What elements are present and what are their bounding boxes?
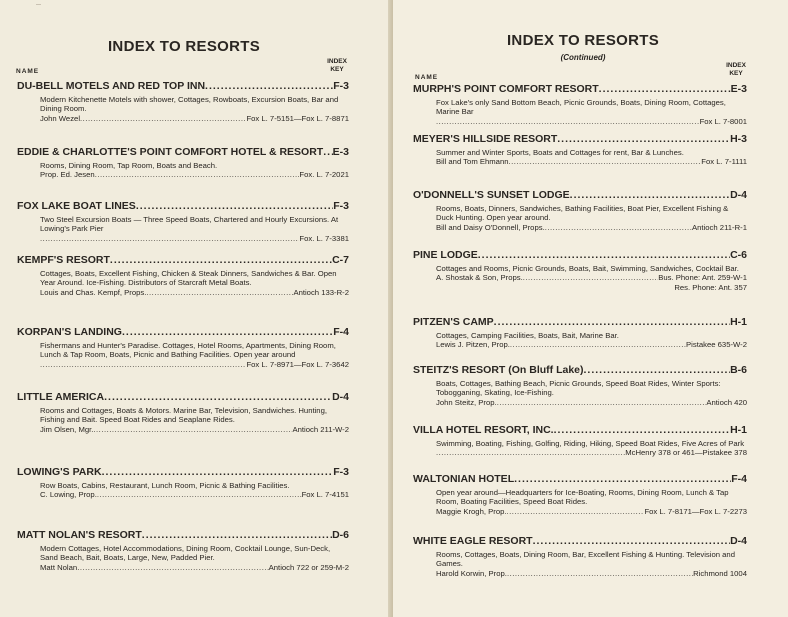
resort-entry — [17, 529, 349, 572]
resort-contact: Maggie Krogh, Prop. — [436, 506, 507, 516]
resort-phone: Fox L. 7-8171—Fox L. 7-2273 — [644, 506, 747, 516]
dot-leader — [146, 288, 293, 298]
index-key: E-3 — [730, 83, 747, 95]
page-subtitle: (Continued) — [560, 53, 606, 62]
resort-description: Summer and Winter Sports, Boats and Cottages for rent, Bar & Lunches. — [436, 148, 684, 157]
resort-entry — [17, 200, 349, 243]
resort-entry — [17, 80, 349, 123]
resort-contact-line — [40, 563, 349, 573]
resort-name: FOX LAKE BOAT LINES — [17, 200, 136, 212]
page-title: INDEX TO RESORTS — [506, 32, 660, 49]
resort-name: STEITZ'S RESORT (On Bluff Lake) — [413, 364, 584, 376]
resort-description: Fishermans and Hunter's Paradise. Cottages, Hotel Rooms, Apartments, Dining Room, Lunch & Tap Room, Boats, Picnic and Bathing Facilities. Open year around — [40, 341, 336, 360]
resort-description: Row Boats, Cabins, Restaurant, Lunch Room, Picnic & Bathing Facilities. — [40, 481, 290, 490]
index-key: H-1 — [730, 424, 747, 436]
resort-contact: Bill and Tom Ehmann — [436, 157, 509, 167]
resort-contact: A. Shostak & Son, Props. — [436, 273, 523, 283]
index-key: D-4 — [332, 391, 349, 403]
name-column-header: NAME — [415, 74, 439, 81]
resort-heading — [413, 316, 747, 328]
resort-phone: Pistakee 635-W-2 — [686, 340, 747, 350]
resort-heading — [413, 83, 747, 95]
resort-contact-line — [40, 490, 349, 500]
resort-contact-line — [436, 340, 747, 350]
dot-leader — [77, 563, 268, 573]
dot-leader — [122, 326, 333, 338]
resort-entry — [413, 424, 747, 458]
index-key: C-6 — [730, 249, 747, 261]
resort-contact-line — [40, 360, 349, 370]
left-page — [0, 0, 393, 617]
dot-leader — [142, 529, 332, 541]
dot-leader — [599, 83, 731, 95]
resort-name: VILLA HOTEL RESORT, INC. — [413, 424, 554, 436]
resort-name: EDDIE & CHARLOTTE'S POINT COMFORT HOTEL & RESORT — [17, 146, 324, 158]
dot-leader — [40, 360, 246, 370]
resort-description: Modern Kitchenette Motels with shower, Cottages, Rowboats, Excursion Boats, Bar and Dining Room. — [40, 95, 339, 114]
resort-phone: Richmond 1004 — [693, 568, 747, 578]
resort-heading — [413, 249, 747, 261]
index-key: H-3 — [730, 133, 747, 145]
resort-heading — [17, 80, 349, 92]
dot-leader — [533, 535, 730, 547]
dot-leader — [545, 223, 692, 233]
resort-entry — [413, 316, 747, 350]
dot-leader — [205, 80, 333, 92]
resort-heading — [17, 254, 349, 266]
index-key: F-3 — [333, 80, 349, 92]
dot-leader — [110, 254, 332, 266]
resort-contact: Jim Olsen, Mgr. — [40, 424, 94, 434]
resort-heading — [17, 391, 349, 403]
resort-contact-line — [436, 569, 747, 579]
resort-heading — [17, 200, 349, 212]
resort-phone: Fox L. 7-4151 — [301, 490, 349, 500]
dot-leader — [570, 189, 730, 201]
resort-entry — [413, 83, 747, 126]
resort-entry — [413, 189, 747, 232]
resort-name: O'DONNELL'S SUNSET LODGE — [413, 189, 570, 201]
resort-phone: Fox L. 7-1111 — [701, 157, 747, 167]
resort-contact-line — [436, 507, 747, 517]
resort-description: Rooms, Boats, Dinners, Sandwiches, Bathing Facilities, Boat Pier, Excellent Fishing & Duck Hunting. Open year around. — [436, 204, 729, 223]
dot-leader — [436, 117, 700, 127]
dot-leader — [507, 507, 645, 517]
resort-phone: Fox L. 7-5151—Fox L. 7-8871 — [246, 113, 349, 123]
dot-leader — [557, 133, 730, 145]
resort-heading — [413, 364, 747, 376]
resort-name: DU-BELL MOTELS AND RED TOP INN — [17, 80, 206, 92]
resort-heading — [413, 473, 747, 485]
resort-heading — [413, 133, 747, 145]
dot-leader — [97, 490, 302, 500]
index-key: D-4 — [730, 189, 747, 201]
resort-contact: Prop. Ed. Jesen — [40, 170, 95, 180]
dot-leader — [584, 364, 731, 376]
dot-leader — [323, 146, 332, 158]
resort-name: PINE LODGE — [413, 249, 478, 261]
resort-description: Rooms and Cottages, Boats & Motors. Marine Bar, Television, Sandwiches. Hunting, Fishing and Bait. Speed Boat Rides and Seaplane Rides. — [40, 406, 327, 425]
resort-heading — [413, 424, 747, 436]
resort-description: Rooms, Dining Room, Tap Room, Boats and Beach. — [40, 161, 218, 170]
index-key-column-header: INDEX KEY — [327, 58, 347, 73]
dot-leader — [514, 473, 731, 485]
resort-entry — [17, 146, 349, 180]
resort-name: MURPH'S POINT COMFORT RESORT — [413, 83, 599, 95]
resort-name: PITZEN'S CAMP — [413, 316, 494, 328]
resort-heading — [17, 466, 349, 478]
resort-entry — [17, 326, 349, 369]
resort-description: Two Steel Excursion Boats — Three Speed Boats, Chartered and Hourly Excursions. At Lowing's Park Pier — [40, 215, 339, 234]
resort-phone: Antioch 722 or 259-M-2 — [268, 562, 349, 572]
resort-contact-line — [40, 288, 349, 298]
dot-leader — [478, 249, 730, 261]
resort-entry — [17, 254, 349, 297]
resort-entry — [413, 249, 747, 292]
resort-description: Fox Lake's only Sand Bottom Beach, Picnic Grounds, Boats, Dining Room, Cottages, Marine Bar — [436, 98, 726, 117]
resort-entry — [413, 133, 747, 167]
dot-leader — [102, 466, 334, 478]
resort-contact: John Wezel — [40, 113, 81, 123]
resort-entry — [17, 391, 349, 434]
resort-contact: John Steitz, Prop. — [436, 397, 497, 407]
index-key-column-header: INDEX KEY — [726, 62, 746, 77]
dot-leader — [554, 424, 730, 436]
resort-name: MEYER'S HILLSIDE RESORT — [413, 133, 558, 145]
dot-leader — [497, 398, 707, 408]
resort-entry — [413, 535, 747, 578]
resort-contact-line — [436, 398, 747, 408]
resort-contact-line — [436, 448, 747, 458]
resort-name: KEMPF'S RESORT — [17, 254, 110, 266]
dot-leader — [494, 316, 730, 328]
dot-leader — [40, 234, 299, 244]
dot-leader — [136, 200, 333, 212]
resort-description: Cottages and Rooms, Picnic Grounds, Boats, Bait, Swimming, Sandwiches, Cocktail Bar. — [436, 264, 739, 273]
resort-name: KORPAN'S LANDING — [17, 326, 122, 338]
resort-heading — [17, 326, 349, 338]
index-key: D-4 — [730, 535, 747, 547]
dot-leader — [104, 391, 332, 403]
resort-contact: Louis and Chas. Kempf, Props. — [40, 287, 147, 297]
index-key: F-3 — [333, 466, 349, 478]
resort-heading — [413, 535, 747, 547]
resort-contact-line — [436, 157, 747, 167]
resort-description: Cottages, Boats, Excellent Fishing, Chicken & Steak Dinners, Sandwiches & Bar. Open Year Around. Ice-Fishing. Distributors of Starcraft Metal Boats. — [40, 269, 337, 288]
resort-contact: Matt Nolan — [40, 562, 78, 572]
resort-description: Rooms, Cottages, Boats, Dining Room, Bar, Excellent Fishing & Hunting. Television and Games. — [436, 550, 735, 569]
index-key: F-4 — [731, 473, 747, 485]
page-corner-mark: — — [36, 2, 41, 8]
resort-contact-line — [436, 117, 747, 127]
resort-contact-line — [40, 425, 349, 435]
index-key: F-3 — [333, 200, 349, 212]
dot-leader — [510, 340, 686, 350]
resort-phone: Antioch 211-W-2 — [292, 424, 349, 434]
name-column-header: NAME — [16, 68, 40, 75]
dot-leader — [523, 273, 659, 283]
resort-name: MATT NOLAN'S RESORT — [17, 529, 142, 541]
resort-description: Open year around—Headquarters for Ice-Boating, Rooms, Dining Room, Lunch & Tap Room, Boating Facilities, Speed Boat Rides. — [436, 488, 729, 507]
right-page — [393, 0, 788, 617]
resort-entry — [413, 364, 747, 407]
resort-contact-line — [40, 234, 349, 244]
resort-contact-line — [436, 223, 747, 233]
resort-entry — [413, 473, 747, 516]
resort-contact-line — [40, 170, 349, 180]
resort-heading — [17, 529, 349, 541]
resort-phone: Fox L. 7-8971—Fox L. 7-3642 — [246, 359, 349, 369]
dot-leader — [80, 114, 246, 124]
resort-phone: Antioch 211-R-1 — [692, 222, 747, 232]
resort-phone-secondary: Res. Phone: Ant. 357 — [674, 282, 747, 292]
resort-description: Boats, Cottages, Bathing Beach, Picnic Grounds, Speed Boat Rides, Winter Sports: Tobogganing, Skating, Ice-Fishing. — [436, 379, 721, 398]
dot-leader — [509, 157, 702, 167]
index-key: F-4 — [333, 326, 349, 338]
index-key: B-6 — [730, 364, 747, 376]
dot-leader — [95, 170, 300, 180]
dot-leader — [93, 425, 292, 435]
resort-phone: Bus. Phone: Ant. 259-W-1 — [658, 273, 747, 283]
dot-leader — [507, 569, 693, 579]
resort-phone: Antioch 133-R-2 — [293, 287, 349, 297]
resort-contact: Bill and Daisy O'Donnell, Props. — [436, 222, 545, 232]
resort-phone: Fox. L. 7-2021 — [299, 170, 349, 180]
resort-name: LOWING'S PARK — [17, 466, 102, 478]
resort-phone: Antioch 420 — [706, 397, 747, 407]
resort-contact: Harold Korwin, Prop. — [436, 568, 507, 578]
index-key: E-3 — [332, 146, 349, 158]
resort-name: LITTLE AMERICA — [17, 391, 105, 403]
resort-description: Swimming, Boating, Fishing, Golfing, Riding, Hiking, Speed Boat Rides, Five Acres of Park — [436, 439, 745, 448]
index-key: H-1 — [730, 316, 747, 328]
index-key: C-7 — [332, 254, 349, 266]
resort-name: WHITE EAGLE RESORT — [413, 535, 533, 547]
resort-phone: Fox L. 7-8001 — [699, 116, 747, 126]
resort-description: Modern Cottages, Hotel Accommodations, Dining Room, Cocktail Lounge, Sun-Deck, Sand Beach, Bait, Boats, Large, New, Padded Pier. — [40, 544, 331, 563]
resort-description: Cottages, Camping Facilities, Boats, Bait, Marine Bar. — [436, 331, 619, 340]
resort-heading — [17, 146, 349, 158]
page-title: INDEX TO RESORTS — [107, 38, 261, 55]
resort-phone: McHenry 378 or 461—Pistakee 378 — [625, 448, 747, 458]
dot-leader — [436, 448, 625, 458]
resort-heading — [413, 189, 747, 201]
resort-name: WALTONIAN HOTEL — [413, 473, 515, 485]
resort-contact: C. Lowing, Prop. — [40, 490, 97, 500]
resort-contact: Lewis J. Pitzen, Prop. — [436, 340, 510, 350]
index-key: D-6 — [332, 529, 349, 541]
resort-phone: Fox. L. 7-3381 — [299, 233, 349, 243]
resort-entry — [17, 466, 349, 500]
resort-contact-line — [40, 114, 349, 124]
resort-contact-line — [436, 273, 747, 283]
